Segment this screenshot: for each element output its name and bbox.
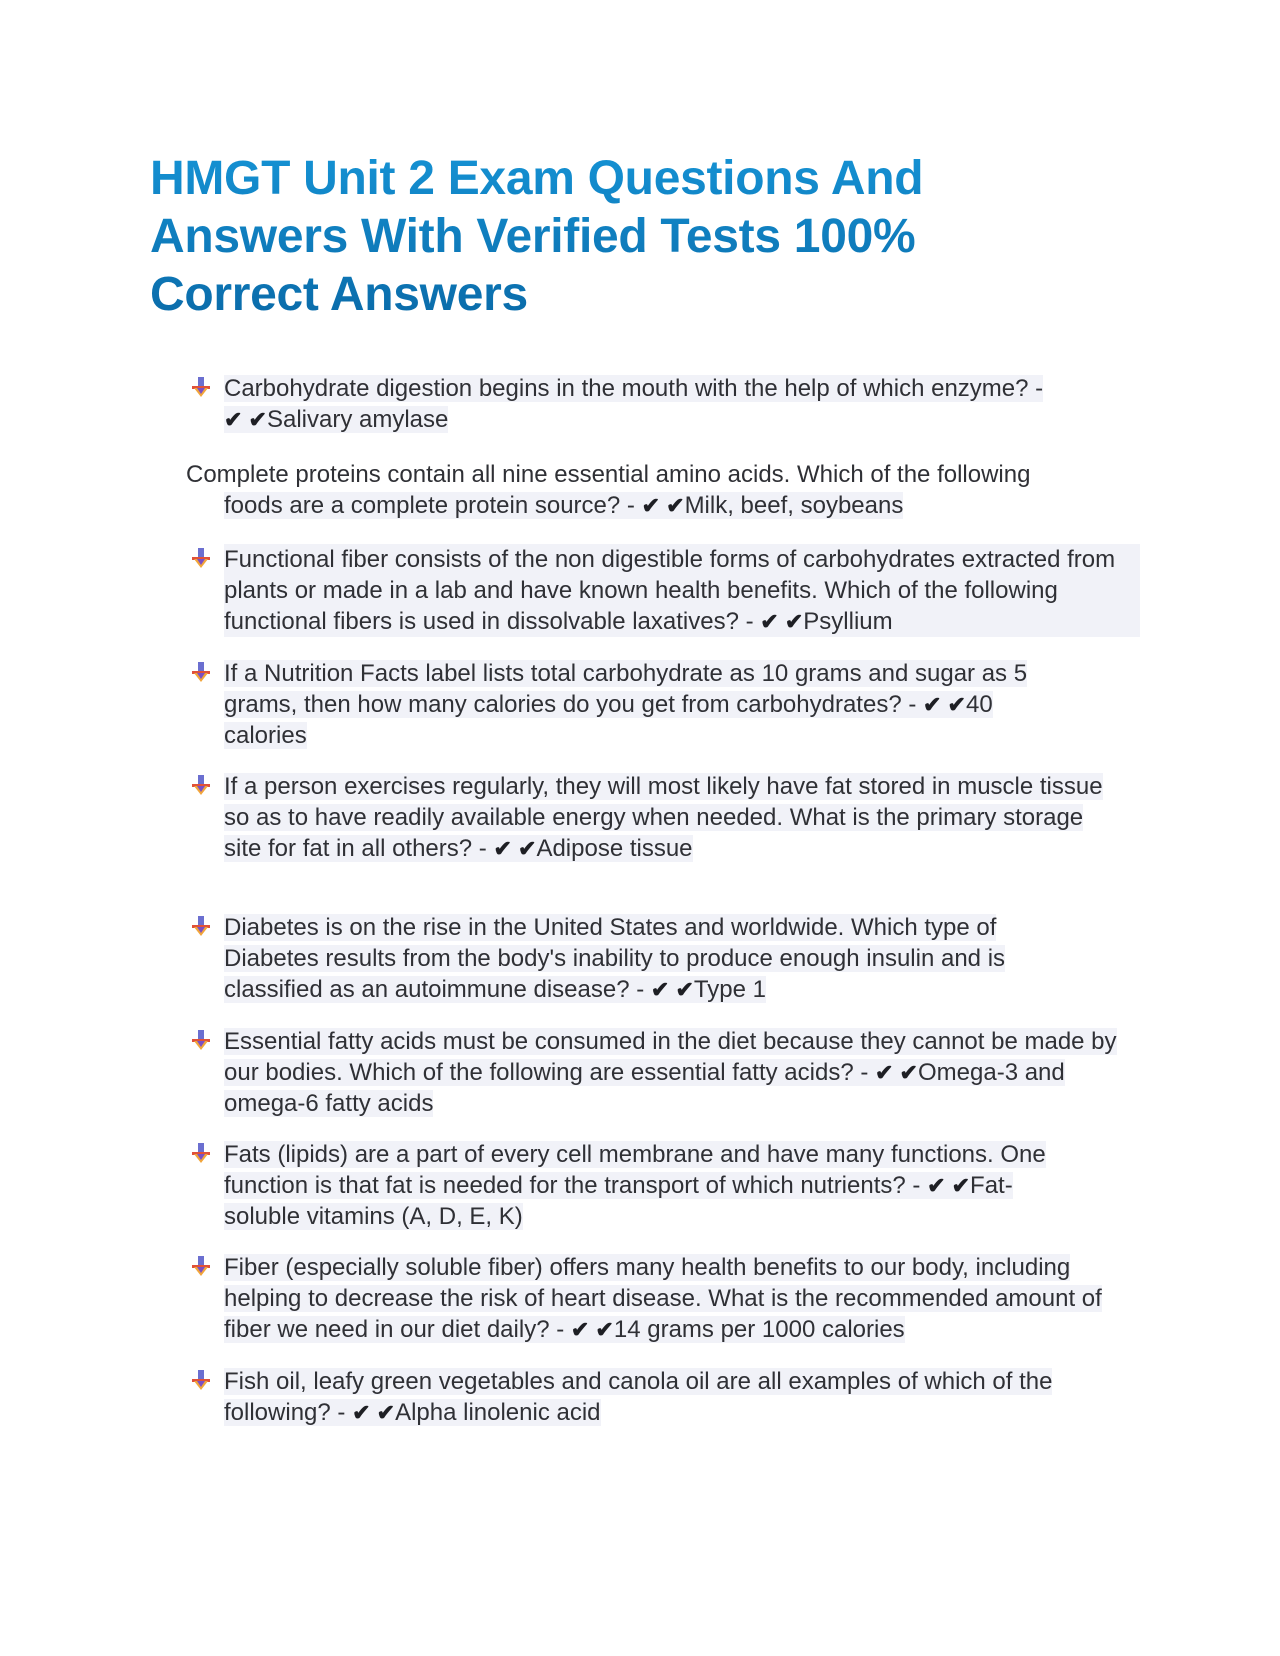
answer-text: 14 grams per 1000 calories [613,1316,905,1343]
qa-item [190,544,1140,637]
down-arrow-bullet-icon [190,376,212,398]
qa-item [190,1252,1140,1345]
answer-text: Type 1 [693,976,766,1003]
question-text: Carbohydrate digestion begins in the mouth with the help of which enzyme? - [224,375,1044,402]
double-check-icon: ✔ ✔ [650,977,694,1002]
down-arrow-bullet-icon [190,661,212,683]
down-arrow-bullet-icon [190,915,212,937]
answer-text: Salivary amylase [266,406,449,433]
answer-text: Omega-3 and omega-6 fatty acids [224,1059,1065,1117]
qa-item [190,373,1140,435]
question-text-continued: foods are a complete protein source? - [224,492,635,519]
question-text: Fiber (especially soluble fiber) offers many health benefits to our body, including helping to decrease the risk of heart disease. What is the recommended amount of fiber we need in our diet daily? - [224,1254,1102,1343]
double-check-icon: ✔ ✔ [641,493,685,518]
answer-text: 40 calories [224,691,993,749]
double-check-icon: ✔ ✔ [352,1400,396,1425]
question-text: If a Nutrition Facts label lists total carbohydrate as 10 grams and sugar as 5 grams, then how many calories do you get from carbohydrates? - [224,660,1028,718]
answer-text: Psyllium [803,608,893,635]
question-text: If a person exercises regularly, they will most likely have fat stored in muscle tissue so as to have readily available energy when needed. What is the primary storage site for fat in all others? - [224,773,1103,862]
double-check-icon: ✔ ✔ [224,407,267,432]
qa-item [190,658,1140,751]
down-arrow-bullet-icon [190,774,212,796]
double-check-icon: ✔ ✔ [923,692,966,717]
double-check-icon: ✔ ✔ [570,1317,614,1342]
answer-text: Alpha linolenic acid [395,1399,601,1426]
question-text: Fats (lipids) are a part of every cell membrane and have many functions. One function is that fat is needed for the transport of which nutrients? - [224,1141,1046,1199]
answer-text: Adipose tissue [536,835,693,862]
double-check-icon: ✔ ✔ [493,836,537,861]
qa-item [190,1366,1140,1428]
question-text: Functional fiber consists of the non digestible forms of carbohydrates extracted from plants or made in a lab and have known health benefits. Which of the following functional fibers is used in dissolvable laxatives? - [224,546,1116,635]
down-arrow-bullet-icon [190,547,212,569]
question-text: Fish oil, leafy green vegetables and canola oil are all examples of which of the following? - [224,1368,1053,1426]
document-title: HMGT Unit 2 Exam Questions And Answers With Verified Tests 100% Correct Answers [150,150,1010,324]
down-arrow-bullet-icon [190,1142,212,1164]
question-text: Essential fatty acids must be consumed in the diet because they cannot be made by our bodies. Which of the following are essential fatty acids? - [224,1028,1117,1086]
qa-item [190,771,1140,864]
answer-text: Fat-soluble vitamins (A, D, E, K) [224,1172,1013,1230]
question-text: Complete proteins contain all nine essential amino acids. Which of the following [186,461,1031,488]
qa-item [190,912,1140,1005]
qa-item [190,1139,1140,1232]
answer-text: Milk, beef, soybeans [684,492,904,519]
double-check-icon: ✔ ✔ [760,609,804,634]
qa-item [190,1026,1140,1119]
qa-item [186,459,1086,521]
question-text: Diabetes is on the rise in the United States and worldwide. Which type of Diabetes results from the body's inability to produce enough insulin and is classified as an autoimmune disease? - [224,914,1006,1003]
down-arrow-bullet-icon [190,1369,212,1391]
down-arrow-bullet-icon [190,1255,212,1277]
double-check-icon: ✔ ✔ [927,1173,971,1198]
down-arrow-bullet-icon [190,1029,212,1051]
double-check-icon: ✔ ✔ [875,1060,918,1085]
